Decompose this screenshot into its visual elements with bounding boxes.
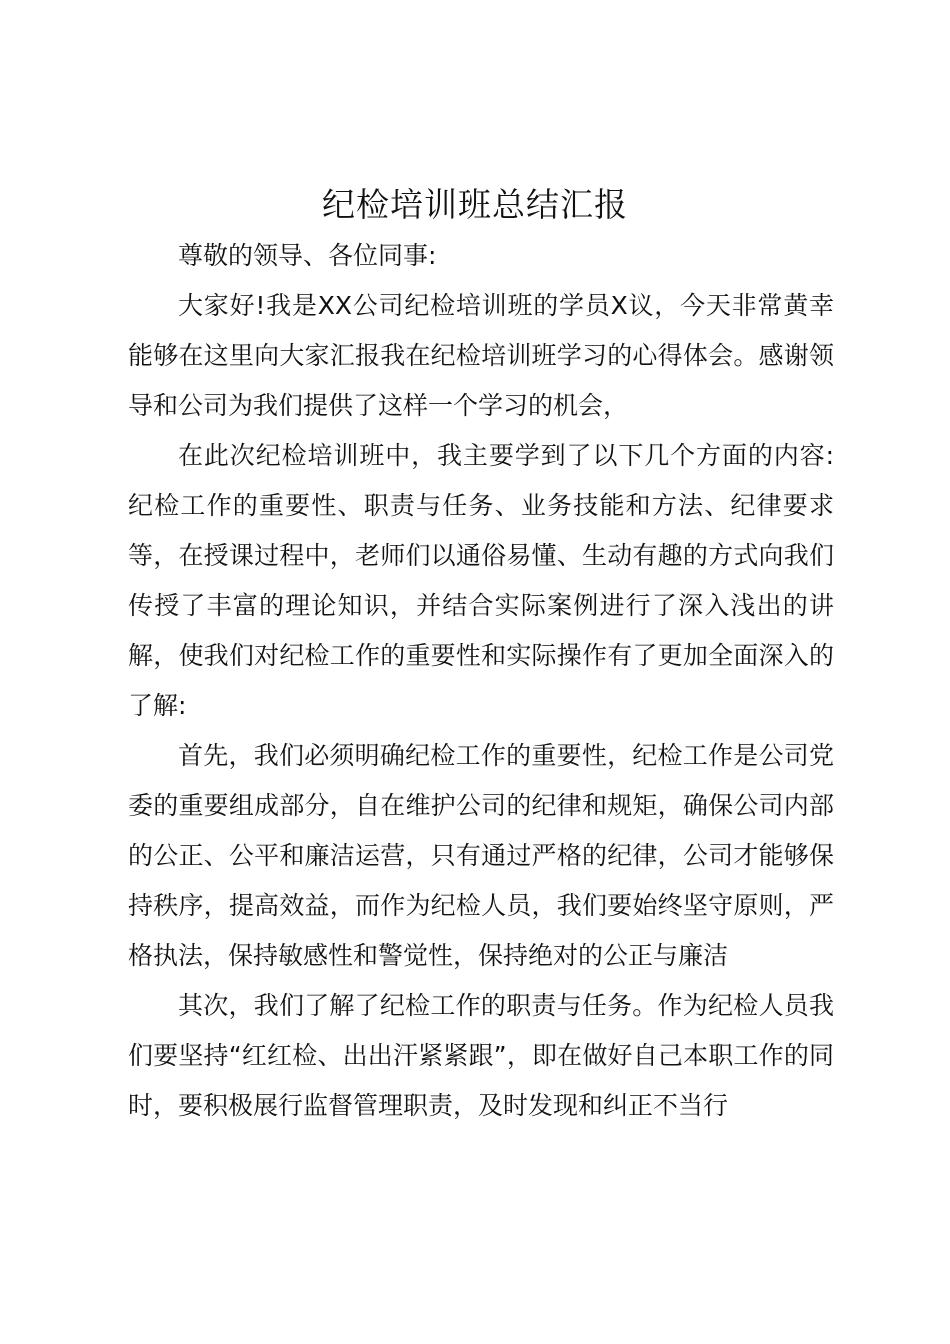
content-paragraph: 在此次纪检培训班中，我主要学到了以下几个方面的内容:纪检工作的重要性、职责与任务、业务技能和方法、纪律要求等，在授课过程中，老师们以通俗易懂、生动有趣的方式向我们传授了丰富的理论知识，并结合实际案例进行了深入浅出的讲解，使我们对纪检工作的重要性和实际操作有了更加全面深入的了解: [128, 441, 834, 720]
first-point-paragraph: 首先，我们必须明确纪检工作的重要性，纪检工作是公司党委的重要组成部分，自在维护公司的纪律和规矩，确保公司内部的公正、公平和廉洁运营，只有通过严格的纪律，公司才能够保持秩序，提高效益，而作为纪检人员，我们要始终坚守原则，严格执法，保持敏感性和警觉性，保持绝对的公正与廉洁 [128, 741, 834, 970]
document-body [128, 231, 834, 1131]
greeting-paragraph: 尊敬的领导、各位同事: [178, 241, 437, 270]
intro-paragraph: 大家好!我是XX公司纪检培训班的学员X议，今天非常黄幸能够在这里向大家汇报我在纪检培训班学习的心得体会。感谢领导和公司为我们提供了这样一个学习的机会， [128, 291, 834, 420]
document-title: 纪检培训班总结汇报 [322, 185, 628, 224]
second-point-paragraph: 其次，我们了解了纪检工作的职责与任务。作为纪检人员我们要坚持“红红检、出出汗紧紧跟”，即在做好自己本职工作的同时，要积极展行监督管理职责，及时发现和纠正不当行 [128, 991, 834, 1120]
